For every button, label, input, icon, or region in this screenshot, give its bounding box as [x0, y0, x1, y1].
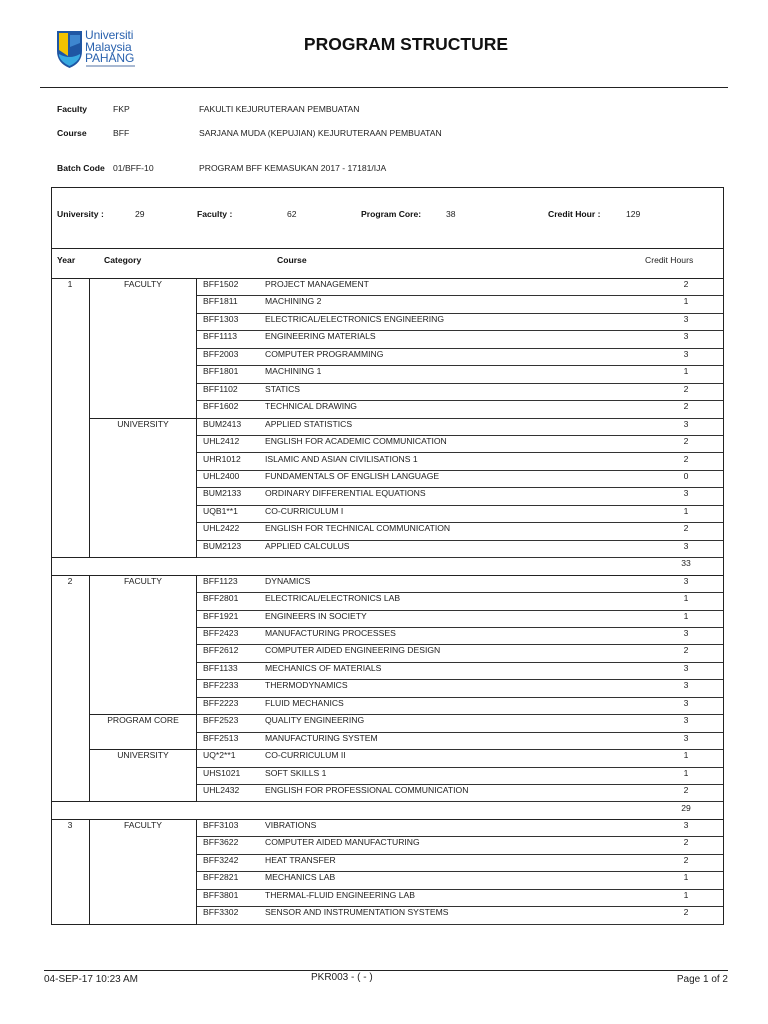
- university-logo-wordmark: [85, 30, 134, 65]
- course-name: ELECTRICAL/ELECTRONICS LAB: [265, 593, 401, 604]
- course-code: BFF2233: [203, 680, 239, 691]
- course-code: BFF2821: [203, 872, 239, 883]
- course-code: BFF2003: [203, 348, 239, 359]
- course-row: [197, 523, 723, 540]
- course-code: BFF2612: [203, 645, 239, 656]
- summary-university-label: University :: [57, 208, 104, 219]
- header-divider: [40, 87, 728, 88]
- course-credit-hours: 2: [683, 854, 689, 865]
- course-credit-hours: 1: [683, 750, 689, 761]
- course-name: ENGINEERING MATERIALS: [265, 331, 376, 342]
- logo-line-1: Universiti: [85, 28, 134, 42]
- course-name: MANUFACTURING PROCESSES: [265, 628, 396, 638]
- course-credit-hours: 3: [683, 819, 689, 830]
- course-row: [197, 314, 723, 331]
- university-crest-icon: [56, 29, 83, 69]
- course-credit-hours: 3: [683, 732, 689, 743]
- course-code: UHL2400: [203, 470, 240, 481]
- course-code: BFF1811: [203, 296, 238, 307]
- course-name: MANUFACTURING SYSTEM: [265, 732, 378, 743]
- course-credit-hours: 1: [683, 505, 689, 516]
- summary-credit-hour-value: 129: [626, 208, 641, 219]
- summary-program-core-value: 38: [446, 208, 456, 219]
- course-credit-hours: 3: [683, 488, 689, 499]
- course-row: [197, 296, 723, 313]
- course-row: [197, 750, 723, 767]
- course-row: [197, 820, 723, 837]
- course-credit-hours: 1: [683, 872, 689, 883]
- course-credit-hours: 3: [683, 628, 689, 638]
- course-row: [197, 471, 723, 488]
- course-row: [197, 279, 723, 296]
- course-name: DYNAMICS: [265, 575, 311, 586]
- course-name: ORDINARY DIFFERENTIAL EQUATIONS: [265, 488, 426, 499]
- course-row: [197, 698, 723, 715]
- course-name: SENSOR AND INSTRUMENTATION SYSTEMS: [265, 907, 449, 918]
- course-row: [197, 733, 723, 750]
- course-code: BFF3103: [203, 819, 239, 830]
- course-name: THERMAL-FLUID ENGINEERING LAB: [265, 889, 415, 900]
- course-name: APPLIED CALCULUS: [265, 540, 350, 551]
- course-credit-hours: 3: [683, 540, 689, 551]
- course-name: ENGLISH FOR TECHNICAL COMMUNICATION: [265, 523, 451, 534]
- column-header-course: Course: [277, 254, 307, 265]
- summary-university-value: 29: [135, 208, 145, 219]
- course-row: [197, 506, 723, 523]
- course-row: [197, 454, 723, 471]
- course-name: ELECTRICAL/ELECTRONICS ENGINEERING: [265, 313, 445, 324]
- course-row: [197, 384, 723, 401]
- course-program-name: SARJANA MUDA (KEPUJIAN) KEJURUTERAAN PEMBUATAN: [199, 127, 442, 138]
- summary-credit-hour-label: Credit Hour :: [548, 208, 601, 219]
- year-cell: 1: [51, 279, 90, 558]
- course-code: BFF2523: [203, 715, 239, 726]
- course-credit-hours: 1: [683, 889, 689, 900]
- course-credit-hours: 3: [683, 715, 689, 726]
- course-name: MACHINING 2: [265, 296, 322, 307]
- course-name: CO-CURRICULUM II: [265, 750, 346, 761]
- page-number: Page 1 of 2: [676, 974, 728, 985]
- course-name: MACHINING 1: [265, 366, 322, 377]
- course-row: [197, 785, 723, 802]
- course-name: FUNDAMENTALS OF ENGLISH LANGUAGE: [265, 470, 440, 481]
- summary-program-core-label: Program Core:: [361, 208, 422, 219]
- course-code: BUM2413: [203, 418, 242, 429]
- course-name: ENGLISH FOR PROFESSIONAL COMMUNICATION: [265, 785, 469, 796]
- course-code: BFF1133: [203, 662, 238, 673]
- course-code: UHS1021: [203, 767, 241, 778]
- column-header-credit-hours: Credit Hours: [645, 254, 694, 265]
- course-row: [197, 401, 723, 418]
- course-row: [197, 663, 723, 680]
- batch-code-label: Batch Code: [57, 162, 105, 173]
- course-row: [197, 593, 723, 610]
- course-credit-hours: 1: [683, 767, 689, 778]
- course-row: [197, 611, 723, 628]
- course-row: [197, 349, 723, 366]
- course-credit-hours: 2: [683, 279, 689, 289]
- course-credit-hours: 2: [683, 645, 689, 656]
- course-code: BFF2801: [203, 593, 239, 604]
- course-code: BFF3622: [203, 837, 239, 848]
- course-row: [197, 436, 723, 453]
- course-row: [197, 645, 723, 662]
- faculty-code: FKP: [113, 103, 130, 114]
- course-row: [197, 628, 723, 645]
- course-name: QUALITY ENGINEERING: [265, 715, 365, 726]
- course-code: BFF1801: [203, 366, 239, 377]
- course-code: BUM2123: [203, 540, 242, 551]
- course-code: BFF2423: [203, 628, 239, 638]
- course-code: BFF1303: [203, 313, 239, 324]
- page-title: PROGRAM STRUCTURE: [303, 34, 509, 54]
- course-credit-hours: 0: [683, 470, 689, 481]
- course-credit-hours: 2: [683, 436, 689, 447]
- course-row: [197, 541, 723, 558]
- course-code: BFF1113: [203, 331, 238, 342]
- year-total-row: [51, 803, 723, 820]
- course-credit-hours: 3: [683, 662, 689, 673]
- category-cell: FACULTY: [90, 820, 197, 925]
- course-credit-hours: 1: [683, 296, 689, 307]
- batch-program-name: PROGRAM BFF KEMASUKAN 2017 - 17181/IJA: [199, 162, 387, 173]
- course-credit-hours: 1: [683, 366, 689, 377]
- course-code: BFF3801: [203, 889, 239, 900]
- course-code: UHL2422: [203, 523, 240, 534]
- course-row: [197, 488, 723, 505]
- course-name: PROJECT MANAGEMENT: [265, 279, 369, 289]
- course-row: [197, 768, 723, 785]
- course-name: STATICS: [265, 383, 301, 394]
- course-credit-hours: 3: [683, 697, 689, 708]
- category-cell: UNIVERSITY: [90, 419, 197, 559]
- course-credit-hours: 2: [683, 837, 689, 848]
- category-cell: PROGRAM CORE: [90, 715, 197, 750]
- course-code: BFF1921: [203, 610, 239, 621]
- course-row: [197, 366, 723, 383]
- course-name: APPLIED STATISTICS: [265, 418, 353, 429]
- course-name: ENGLISH FOR ACADEMIC COMMUNICATION: [265, 436, 447, 447]
- course-code-value: BFF: [113, 127, 130, 138]
- course-credit-hours: 2: [683, 523, 689, 534]
- course-credit-hours: 2: [683, 383, 689, 394]
- course-code: BFF2513: [203, 732, 239, 743]
- course-credit-hours: 2: [683, 907, 689, 918]
- year-cell: 2: [51, 576, 90, 803]
- course-name: MECHANICS OF MATERIALS: [265, 662, 382, 673]
- course-credit-hours: 3: [683, 418, 689, 429]
- course-code: UHR1012: [203, 453, 241, 464]
- course-row: [197, 907, 723, 924]
- course-code: BFF1602: [203, 401, 239, 412]
- logo-line-2: Malaysia: [85, 39, 132, 54]
- course-credit-hours: 1: [683, 593, 689, 604]
- course-code: BFF1102: [203, 383, 238, 394]
- course-code: UQ*2**1: [203, 750, 236, 761]
- course-name: CO-CURRICULUM I: [265, 505, 344, 516]
- course-credit-hours: 2: [683, 401, 689, 412]
- course-name: THERMODYNAMICS: [265, 680, 348, 691]
- course-row: [197, 890, 723, 907]
- logo-tagline-decoration: [86, 65, 135, 67]
- year-total-row: [51, 558, 723, 575]
- course-row: [197, 680, 723, 697]
- course-code: BUM2133: [203, 488, 242, 499]
- logo-line-3: PAHANG: [85, 51, 135, 65]
- year-total-credit-hours: 33: [681, 558, 691, 569]
- course-row: [197, 715, 723, 732]
- course-code: BFF2223: [203, 697, 239, 708]
- course-name: TECHNICAL DRAWING: [265, 401, 357, 412]
- table-body: [51, 279, 723, 925]
- category-cell: FACULTY: [90, 279, 197, 419]
- course-name: VIBRATIONS: [265, 819, 317, 830]
- course-credit-hours: 3: [683, 348, 689, 359]
- print-timestamp: 04-SEP-17 10:23 AM: [44, 974, 138, 985]
- course-name: ISLAMIC AND ASIAN CIVILISATIONS 1: [265, 453, 418, 464]
- course-code: UHL2432: [203, 785, 240, 796]
- category-cell: UNIVERSITY: [90, 750, 197, 802]
- course-name: MECHANICS LAB: [265, 872, 336, 883]
- course-credit-hours: 3: [683, 680, 689, 691]
- course-label: Course: [57, 127, 87, 138]
- course-row: [197, 576, 723, 593]
- summary-divider: [51, 248, 724, 249]
- summary-faculty-value: 62: [287, 208, 297, 219]
- course-name: SOFT SKILLS 1: [265, 767, 327, 778]
- course-code: UQB1**1: [203, 505, 238, 516]
- course-name: FLUID MECHANICS: [265, 697, 344, 708]
- course-code: BFF3302: [203, 907, 239, 918]
- course-name: ENGINEERS IN SOCIETY: [265, 610, 367, 621]
- faculty-name: FAKULTI KEJURUTERAAN PEMBUATAN: [199, 103, 360, 114]
- course-code: BFF1502: [203, 279, 239, 289]
- summary-faculty-label: Faculty :: [197, 208, 233, 219]
- course-code: BFF1123: [203, 575, 238, 586]
- course-name: COMPUTER AIDED MANUFACTURING: [265, 837, 420, 848]
- course-credit-hours: 3: [683, 313, 689, 324]
- course-name: COMPUTER AIDED ENGINEERING DESIGN: [265, 645, 441, 656]
- course-code: BFF3242: [203, 854, 239, 865]
- column-header-year: Year: [57, 254, 76, 265]
- year-cell: 3: [51, 820, 90, 925]
- course-row: [197, 872, 723, 889]
- batch-code-value: 01/BFF-10: [113, 162, 154, 173]
- year-total-credit-hours: 29: [681, 802, 691, 813]
- course-credit-hours: 1: [683, 610, 689, 621]
- course-credit-hours: 3: [683, 575, 689, 586]
- report-code: PKR003 - ( - ): [311, 972, 373, 983]
- column-header-category: Category: [104, 254, 142, 265]
- footer-divider: [44, 970, 728, 971]
- course-row: [197, 837, 723, 854]
- course-name: COMPUTER PROGRAMMING: [265, 348, 384, 359]
- course-row: [197, 331, 723, 348]
- course-row: [197, 855, 723, 872]
- category-cell: FACULTY: [90, 576, 197, 716]
- course-row: [197, 419, 723, 436]
- course-credit-hours: 2: [683, 453, 689, 464]
- faculty-label: Faculty: [57, 103, 88, 114]
- course-credit-hours: 2: [683, 785, 689, 796]
- course-name: HEAT TRANSFER: [265, 854, 336, 865]
- course-code: UHL2412: [203, 436, 240, 447]
- course-credit-hours: 3: [683, 331, 689, 342]
